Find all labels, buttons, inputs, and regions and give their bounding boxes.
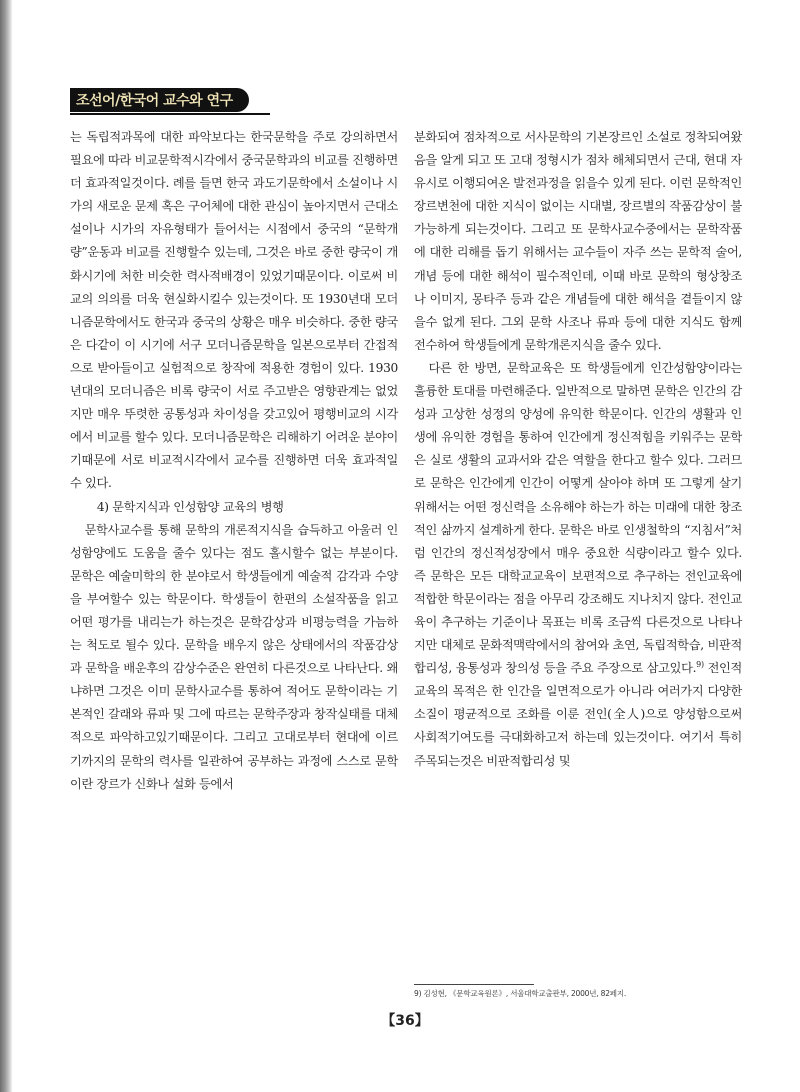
right-paragraph-2-part-2: 전인적교육의 목적은 한 인간을 일면적으로가 아니라 여러가지 다양한 소질이 평균적으로 조화를 이룬 전인(全人)으로 양성함으로써 사회적기여도를 극대화하고저 하는데 있는것이다. 여기서 특히 주목되는것은 비판적합리성 및 [414, 661, 742, 768]
page-spine-shadow [0, 0, 12, 1092]
section-heading: 4) 문학지식과 인성함양 교육의 병행 [96, 499, 284, 514]
left-column [70, 126, 398, 796]
footnote-divider [414, 984, 534, 985]
right-paragraph-1: 분화되여 점차적으로 서사문학의 기본장르인 소설로 정착되여왔음을 알게 되고 또 고대 정형시가 점차 해체되면서 근대, 현대 자유시로 이행되여온 발전과정을 읽을수 있게 된다. 이런 문학적인 장르변천에 대한 지식이 없이는 시대별, 장르별의 작품감상이 불가능하게 되는것이다. 그리고 또 문학사교수중에서는 문학작품에 대한 리해를 돕기 위해서는 교수들이 자주 쓰는 문학적 술어, 개념 등에 대한 해석이 필수적인데, 이때 바로 문학의 형상창조나 이미지, 몽타주 등과 같은 개념들에 대한 해석을 곁들이지 않을수 없게 된다. 그외 문학 사조나 류파 등에 대한 지식도 함께 전수하여 학생들에게 문학개론지식을 줄수 있다. [414, 130, 742, 352]
left-paragraph-1: 는 독립적과목에 대한 파악보다는 한국문학을 주로 강의하면서 필요에 따라 비교문학적시각에서 중국문학과의 비교를 진행하면 더 효과적일것이다. 례를 들면 한국 과도기문학에서 소설이나 시가의 새로운 문제 혹은 구어체에 대한 관심이 높아지면서 근대소설이나 시가의 자유형태가 들어서는 시점에서 중국의 “문학개량”운동과 비교를 진행할수 있는데, 그것은 바로 중한 량국이 개화시기에 처한 비슷한 력사적배경이 있었기때문이다. 이로써 비교의 의의를 더욱 현실화시킬수 있는것이다. 또 1930년대 모더니즘문학에서도 한국과 중국의 상황은 매우 비슷하다. 중한 량국은 다같이 이 시기에 서구 모더니즘문학을 일본으로부터 간접적으로 받아들이고 실험적으로 창작에 적용한 경험이 있다. 1930년대의 모더니즘은 비록 량국이 서로 주고받은 영향관계는 없었지만 매우 뚜렷한 공통성과 차이성을 갖고있어 평행비교의 시각에서 비교를 할수 있다. 모더니즘문학은 리해하기 어려운 분야이기때문에 서로 비교적시각에서 교수를 진행하면 더욱 효과적일수 있다. [70, 130, 398, 491]
running-header [70, 88, 249, 112]
footnote: 9) 김성현, 《문학교육원론》, 서울대학교출판부, 2000년, 82페지. [414, 989, 627, 998]
right-column [414, 126, 742, 773]
running-header-title: 조선어/한국어 교수와 연구 [76, 93, 233, 109]
footnote-reference[interactable]: 9) [696, 660, 704, 670]
header-underline [70, 113, 270, 115]
right-paragraph-2-part-1: 다른 한 방면, 문학교육은 또 학생들에게 인간성함양이라는 훌륭한 토대를 마련해준다. 일반적으로 말하면 문학은 인간의 감성과 고상한 성정의 양성에 유익한 학문이다. 인간의 생활과 인생에 유익한 경험을 통하여 인간에게 정신적힘을 키워주는 문학은 실로 생활의 교과서와 같은 역할을 한다고 할수 있다. 그러므로 문학은 인간에게 인간이 어떻게 살아야 하며 또 그렇게 살기 위해서는 어떤 정신력을 소유해야 하는가 하는 미래에 대한 창조적인 삶까지 설계하게 한다. 문학은 바로 인생철학의 “지침서”처럼 인간의 정신적성장에서 매우 중요한 식량이라고 할수 있다. 즉 문학은 모든 대학교교육이 보편적으로 추구하는 전인교육에 적합한 학문이라는 점을 아무리 강조해도 지나치지 않다. 전인교육이 추구하는 기준이나 목표는 비록 조금씩 다른것으로 나타나지만 대체로 문화적맥락에서의 참여와 초연, 독립적학습, 비판적합리성, 융통성과 창의성 등을 주요 주장으로 삼고있다. [414, 360, 742, 676]
page-number: 【36】 [381, 1013, 429, 1029]
right-paragraph-2 [414, 357, 742, 773]
left-paragraph-2: 문학사교수를 통해 문학의 개론적지식을 습득하고 아울러 인성함양에도 도움을 줄수 있다는 점도 홀시할수 없는 부분이다. 문학은 예술미학의 한 분야로서 학생들에게 예술적 감각과 수양을 부여할수 있는 학문이다. 학생들이 한편의 소설작품을 읽고 어떤 평가를 내리는가 하는것은 문학감상과 비평능력을 가늠하는 척도로 될수 있다. 문학을 배우지 않은 상태에서의 작품감상과 문학을 배운후의 감상수준은 완연히 다른것으로 나타난다. 왜냐하면 그것은 이미 문학사교수를 통하여 적어도 문학이라는 기본적인 갈래와 류파 및 그에 따르는 문학주장과 창작실태를 대체적으로 파악하고있기때문이다. 그리고 고대로부터 현대에 이르기까지의 문학의 력사를 일관하여 공부하는 과정에 스스로 문학이란 장르가 신화나 설화 등에서 [70, 522, 398, 791]
